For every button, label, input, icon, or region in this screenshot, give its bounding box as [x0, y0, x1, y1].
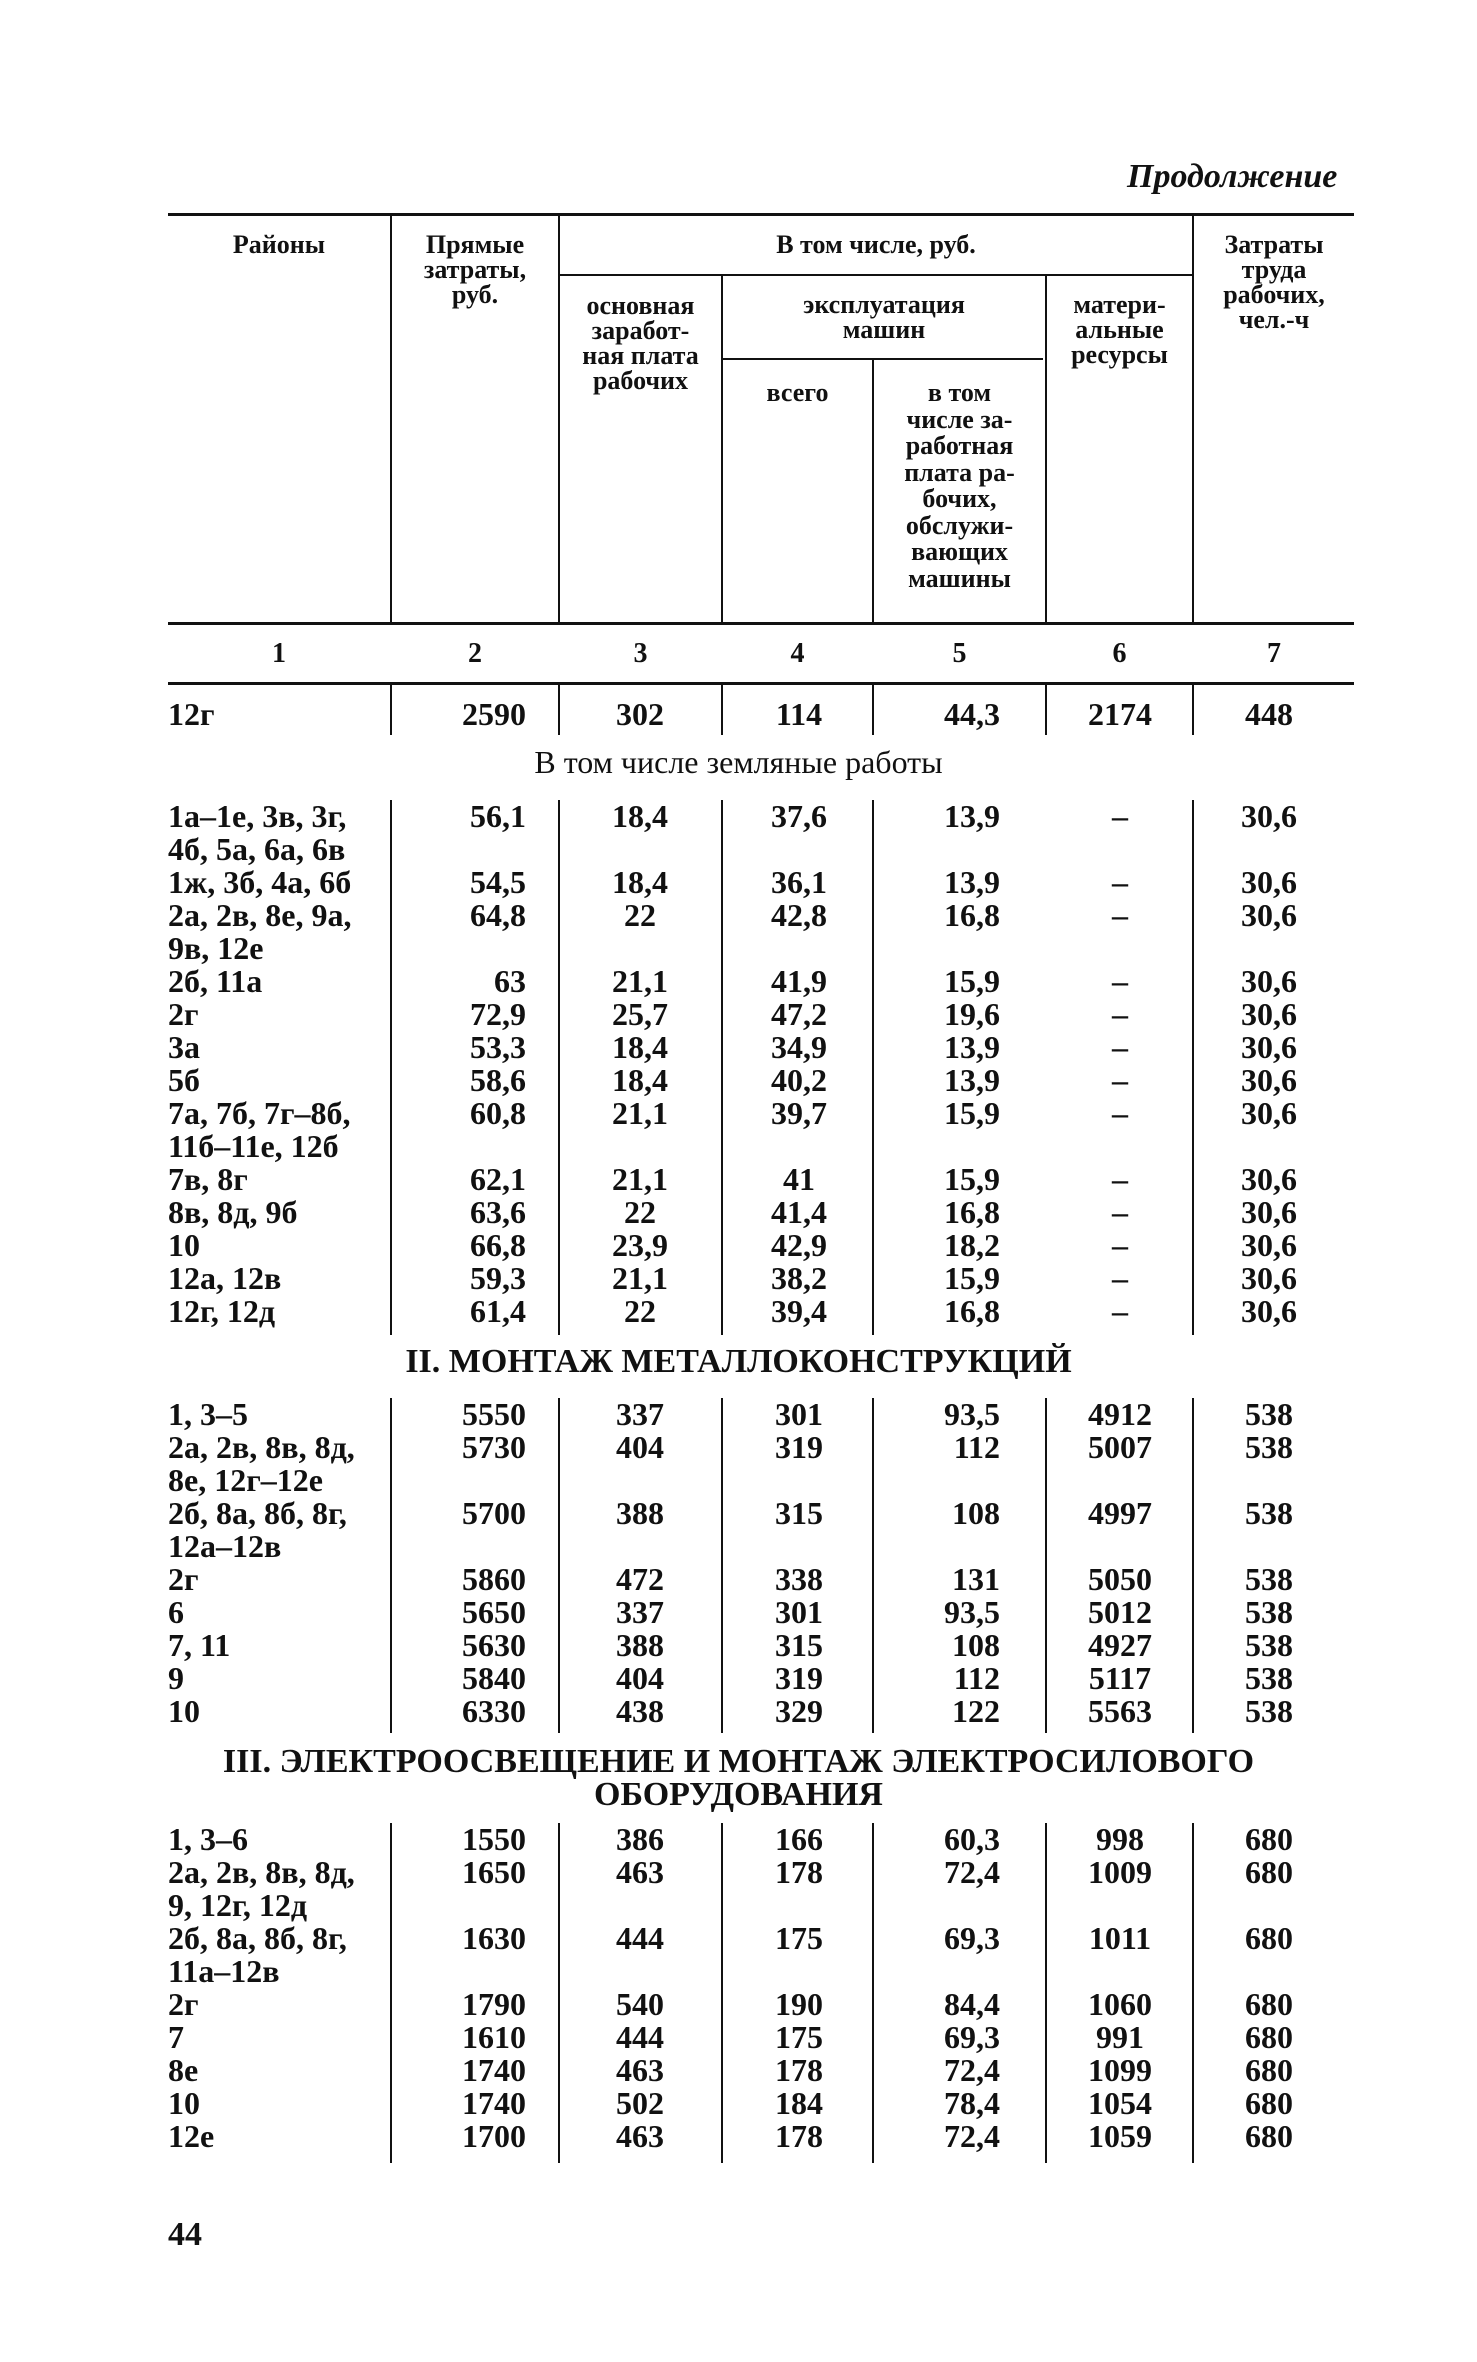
- machines-wage-cell: 72,4: [944, 2118, 1000, 2154]
- labor-cell: 30,6: [1241, 963, 1297, 999]
- direct-costs-cell: 58,6: [470, 1062, 526, 1098]
- region-cell: 12а, 12в: [168, 1260, 282, 1296]
- base-wage-cell: 18,4: [612, 864, 668, 900]
- direct-costs-cell: 63,6: [470, 1194, 526, 1230]
- region-cell: 2б, 8а, 8б, 8г,: [168, 1495, 347, 1531]
- region-cell: 2г: [168, 996, 199, 1032]
- direct-costs-cell: 59,3: [470, 1260, 526, 1296]
- direct-costs-cell: 64,8: [470, 897, 526, 933]
- machines-total-cell: 184: [775, 2085, 823, 2121]
- machines-wage-cell: 15,9: [944, 963, 1000, 999]
- base-wage-cell: 388: [616, 1627, 664, 1663]
- base-wage-cell: 18,4: [612, 798, 668, 834]
- base-wage-cell: 463: [616, 2052, 664, 2088]
- base-wage-cell: 540: [616, 1986, 664, 2022]
- direct-costs-cell: 62,1: [470, 1161, 526, 1197]
- base-wage-cell: 337: [616, 1396, 664, 1432]
- machines-wage-cell: 93,5: [944, 1396, 1000, 1432]
- machines-wage-cell: 112: [953, 1660, 1000, 1696]
- materials-cell: –: [1112, 1095, 1128, 1131]
- base-wage-cell: 444: [616, 2019, 664, 2055]
- region-cell: 5б: [168, 1062, 200, 1098]
- labor-cell: 30,6: [1241, 864, 1297, 900]
- materials-cell: 5117: [1088, 1660, 1152, 1696]
- region-cell: 2а, 2в, 8в, 8д,: [168, 1429, 355, 1465]
- machines-total-cell: 329: [775, 1693, 823, 1729]
- materials-cell: –: [1112, 1062, 1128, 1098]
- direct-costs-cell: 5630: [462, 1627, 526, 1663]
- direct-costs-cell: 5840: [462, 1660, 526, 1696]
- machines-total-cell: 166: [775, 1821, 823, 1857]
- base-wage-cell: 472: [616, 1561, 664, 1597]
- header-materials: матери- альные ресурсы: [1071, 290, 1168, 369]
- column-rule: [1045, 1823, 1047, 2163]
- materials-cell: 2174: [1088, 696, 1152, 732]
- column-rule: [390, 685, 392, 735]
- table-top-rule: [168, 213, 1354, 216]
- base-wage-cell: 404: [616, 1429, 664, 1465]
- machines-wage-cell: 13,9: [944, 1062, 1000, 1098]
- labor-cell: 680: [1245, 2052, 1293, 2088]
- region-cell: 2а, 2в, 8е, 9а,: [168, 897, 352, 933]
- page-number: 44: [168, 2216, 202, 2253]
- labor-cell: 30,6: [1241, 1227, 1297, 1263]
- materials-cell: 1099: [1088, 2052, 1152, 2088]
- base-wage-cell: 463: [616, 1854, 664, 1890]
- base-wage-cell: 388: [616, 1495, 664, 1531]
- direct-costs-cell: 1740: [462, 2052, 526, 2088]
- labor-cell: 30,6: [1241, 897, 1297, 933]
- base-wage-cell: 386: [616, 1821, 664, 1857]
- base-wage-cell: 502: [616, 2085, 664, 2121]
- machines-total-cell: 37,6: [771, 798, 827, 834]
- base-wage-cell: 21,1: [612, 963, 668, 999]
- materials-cell: 5050: [1088, 1561, 1152, 1597]
- machines-wage-cell: 16,8: [944, 1293, 1000, 1329]
- header-machines: эксплуатация машин: [803, 290, 965, 344]
- direct-costs-cell: 6330: [462, 1693, 526, 1729]
- machines-wage-cell: 13,9: [944, 1029, 1000, 1065]
- direct-costs-cell: 66,8: [470, 1227, 526, 1263]
- base-wage-cell: 444: [616, 1920, 664, 1956]
- machines-wage-cell: 72,4: [944, 2052, 1000, 2088]
- direct-costs-cell: 60,8: [470, 1095, 526, 1131]
- direct-costs-cell: 1790: [462, 1986, 526, 2022]
- direct-costs-cell: 1650: [462, 1854, 526, 1890]
- machines-total-cell: 175: [775, 1920, 823, 1956]
- section-title-earthworks: В том числе земляные работы: [534, 744, 943, 780]
- section-title-electro-line2: ОБОРУДОВАНИЯ: [594, 1776, 883, 1813]
- machines-wage-cell: 112: [953, 1429, 1000, 1465]
- materials-cell: 1011: [1088, 1920, 1152, 1956]
- base-wage-cell: 21,1: [612, 1095, 668, 1131]
- base-wage-cell: 438: [616, 1693, 664, 1729]
- machines-total-cell: 301: [775, 1594, 823, 1630]
- labor-cell: 30,6: [1241, 798, 1297, 834]
- header-labor: Затраты труда рабочих, чел.-ч: [1223, 230, 1325, 334]
- materials-cell: –: [1112, 1260, 1128, 1296]
- machines-wage-cell: 19,6: [944, 996, 1000, 1032]
- column-number: 6: [1112, 638, 1127, 669]
- region-cell: 1, 3–5: [168, 1396, 248, 1432]
- machines-wage-cell: 69,3: [944, 2019, 1000, 2055]
- labor-cell: 680: [1245, 1920, 1293, 1956]
- region-cell: 8в, 8д, 9б: [168, 1194, 298, 1230]
- labor-cell: 30,6: [1241, 1095, 1297, 1131]
- header-region: Районы: [232, 230, 326, 259]
- direct-costs-cell: 5550: [462, 1396, 526, 1432]
- machines-total-cell: 190: [775, 1986, 823, 2022]
- labor-cell: 30,6: [1241, 1029, 1297, 1065]
- machines-total-cell: 39,4: [771, 1293, 827, 1329]
- base-wage-cell: 18,4: [612, 1062, 668, 1098]
- materials-cell: 1060: [1088, 1986, 1152, 2022]
- machines-wage-cell: 60,3: [944, 1821, 1000, 1857]
- column-number: 2: [468, 638, 482, 669]
- labor-cell: 538: [1245, 1429, 1293, 1465]
- materials-cell: –: [1112, 897, 1128, 933]
- materials-cell: 998: [1096, 1821, 1144, 1857]
- labor-cell: 680: [1245, 2019, 1293, 2055]
- column-number: 3: [633, 638, 648, 669]
- machines-wage-cell: 131: [952, 1561, 1000, 1597]
- machines-subheader-rule: [723, 358, 1043, 360]
- labor-cell: 538: [1245, 1627, 1293, 1663]
- labor-cell: 680: [1245, 1854, 1293, 1890]
- machines-total-cell: 40,2: [771, 1062, 827, 1098]
- labor-cell: 680: [1245, 2085, 1293, 2121]
- machines-total-cell: 34,9: [771, 1029, 827, 1065]
- direct-costs-cell: 53,3: [470, 1029, 526, 1065]
- base-wage-cell: 23,9: [612, 1227, 668, 1263]
- column-number: 5: [952, 638, 967, 669]
- base-wage-cell: 21,1: [612, 1161, 668, 1197]
- column-number: 4: [790, 638, 805, 669]
- machines-total-cell: 38,2: [771, 1260, 827, 1296]
- materials-cell: 1054: [1088, 2085, 1152, 2121]
- column-number: 1: [272, 638, 286, 669]
- materials-cell: 5007: [1088, 1429, 1152, 1465]
- labor-cell: 538: [1245, 1693, 1293, 1729]
- labor-cell: 30,6: [1241, 1194, 1297, 1230]
- machines-wage-cell: 15,9: [944, 1161, 1000, 1197]
- labor-cell: 538: [1245, 1495, 1293, 1531]
- labor-cell: 538: [1245, 1660, 1293, 1696]
- direct-costs-cell: 61,4: [470, 1293, 526, 1329]
- direct-costs-cell: 1700: [462, 2118, 526, 2154]
- labor-cell: 30,6: [1241, 1062, 1297, 1098]
- machines-wage-cell: 72,4: [944, 1854, 1000, 1890]
- region-cell: 11а–12в: [168, 1953, 280, 1989]
- machines-wage-cell: 69,3: [944, 1920, 1000, 1956]
- column-rule: [1045, 685, 1047, 735]
- base-wage-cell: 337: [616, 1594, 664, 1630]
- machines-total-cell: 42,8: [771, 897, 827, 933]
- direct-costs-cell: 2590: [462, 696, 526, 732]
- materials-cell: 4997: [1088, 1495, 1152, 1531]
- machines-total-cell: 315: [775, 1495, 823, 1531]
- region-cell: 11б–11е, 12б: [168, 1128, 339, 1164]
- region-cell: 3а: [168, 1029, 200, 1065]
- direct-costs-cell: 54,5: [470, 864, 526, 900]
- header-machines-wage: в том числе за- работная плата ра- бочих, обслужи- вающих машины: [904, 378, 1015, 593]
- continuation-label: Продолжение: [1127, 158, 1338, 195]
- column-numbers-rule: [168, 682, 1354, 685]
- machines-wage-cell: 16,8: [944, 897, 1000, 933]
- header-machines-total: всего: [766, 378, 829, 407]
- region-cell: 6: [168, 1594, 184, 1630]
- column-rule: [390, 800, 392, 1335]
- direct-costs-cell: 1740: [462, 2085, 526, 2121]
- column-rule: [390, 1823, 392, 2163]
- region-cell: 2б, 11а: [168, 963, 263, 999]
- machines-total-cell: 178: [775, 1854, 823, 1890]
- region-cell: 9, 12г, 12д: [168, 1887, 308, 1923]
- base-wage-cell: 302: [616, 696, 664, 732]
- machines-total-cell: 114: [775, 696, 823, 732]
- region-cell: 8е: [168, 2052, 199, 2088]
- column-rule: [390, 1398, 392, 1733]
- materials-cell: –: [1112, 1161, 1128, 1197]
- direct-costs-cell: 72,9: [470, 996, 526, 1032]
- machines-total-cell: 41: [783, 1161, 815, 1197]
- materials-cell: 4927: [1088, 1627, 1152, 1663]
- labor-cell: 30,6: [1241, 1161, 1297, 1197]
- labor-cell: 30,6: [1241, 1260, 1297, 1296]
- base-wage-cell: 22: [624, 1293, 656, 1329]
- base-wage-cell: 25,7: [612, 996, 668, 1032]
- region-cell: 1а–1е, 3в, 3г,: [168, 798, 347, 834]
- materials-cell: –: [1112, 1029, 1128, 1065]
- machines-total-cell: 41,9: [771, 963, 827, 999]
- machines-wage-cell: 122: [952, 1693, 1000, 1729]
- region-cell: 7а, 7б, 7г–8б,: [168, 1095, 351, 1131]
- direct-costs-cell: 63: [494, 963, 526, 999]
- base-wage-cell: 21,1: [612, 1260, 668, 1296]
- base-wage-cell: 22: [624, 1194, 656, 1230]
- region-cell: 2б, 8а, 8б, 8г,: [168, 1920, 347, 1956]
- materials-cell: 991: [1096, 2019, 1144, 2055]
- region-cell: 7: [168, 2019, 184, 2055]
- region-cell: 2г: [168, 1986, 199, 2022]
- direct-costs-cell: 1630: [462, 1920, 526, 1956]
- machines-wage-cell: 13,9: [944, 864, 1000, 900]
- machines-total-cell: 47,2: [771, 996, 827, 1032]
- machines-wage-cell: 108: [952, 1627, 1000, 1663]
- region-cell: 8е, 12г–12е: [168, 1462, 323, 1498]
- machines-wage-cell: 15,9: [944, 1260, 1000, 1296]
- materials-cell: 5563: [1088, 1693, 1152, 1729]
- direct-costs-cell: 5650: [462, 1594, 526, 1630]
- region-cell: 7, 11: [168, 1627, 231, 1663]
- region-cell: 1, 3–6: [168, 1821, 248, 1857]
- machines-wage-cell: 93,5: [944, 1594, 1000, 1630]
- column-number: 7: [1267, 638, 1281, 669]
- region-cell: 2г: [168, 1561, 199, 1597]
- direct-costs-cell: 56,1: [470, 798, 526, 834]
- header-bottom-rule: [168, 622, 1354, 625]
- materials-cell: 1009: [1088, 1854, 1152, 1890]
- region-cell: 9: [168, 1660, 184, 1696]
- direct-costs-cell: 1550: [462, 1821, 526, 1857]
- header-base-wage: основная заработ- ная плата рабочих: [582, 291, 699, 395]
- machines-total-cell: 178: [775, 2052, 823, 2088]
- machines-wage-cell: 78,4: [944, 2085, 1000, 2121]
- machines-total-cell: 39,7: [771, 1095, 827, 1131]
- labor-cell: 538: [1245, 1561, 1293, 1597]
- direct-costs-cell: 5730: [462, 1429, 526, 1465]
- machines-wage-cell: 44,3: [944, 696, 1000, 732]
- machines-wage-cell: 15,9: [944, 1095, 1000, 1131]
- section-title-electro-line1: III. ЭЛЕКТРООСВЕЩЕНИЕ И МОНТАЖ ЭЛЕКТРОСИЛОВОГО: [222, 1743, 1255, 1780]
- region-cell: 7в, 8г: [168, 1161, 248, 1197]
- materials-cell: –: [1112, 864, 1128, 900]
- region-cell: 12г, 12д: [168, 1293, 276, 1329]
- labor-cell: 538: [1245, 1396, 1293, 1432]
- materials-cell: –: [1112, 1194, 1128, 1230]
- machines-total-cell: 36,1: [771, 864, 827, 900]
- materials-cell: 5012: [1088, 1594, 1152, 1630]
- region-cell: 10: [168, 2085, 200, 2121]
- materials-cell: –: [1112, 963, 1128, 999]
- header-direct-costs: Прямые затраты, руб.: [423, 230, 527, 309]
- machines-total-cell: 42,9: [771, 1227, 827, 1263]
- machines-total-cell: 301: [775, 1396, 823, 1432]
- direct-costs-cell: 5700: [462, 1495, 526, 1531]
- machines-wage-cell: 13,9: [944, 798, 1000, 834]
- header-divider-2: [558, 215, 560, 623]
- region-cell: 12г: [168, 696, 215, 732]
- materials-cell: 4912: [1088, 1396, 1152, 1432]
- region-cell: 9в, 12е: [168, 930, 264, 966]
- machines-wage-cell: 108: [952, 1495, 1000, 1531]
- machines-wage-cell: 16,8: [944, 1194, 1000, 1230]
- machines-wage-cell: 18,2: [944, 1227, 1000, 1263]
- labor-cell: 448: [1245, 696, 1293, 732]
- region-cell: 10: [168, 1227, 200, 1263]
- header-including: В том числе, руб.: [776, 230, 976, 259]
- labor-cell: 680: [1245, 1821, 1293, 1857]
- machines-total-cell: 319: [775, 1660, 823, 1696]
- column-rule: [1045, 1398, 1047, 1733]
- materials-cell: 1059: [1088, 2118, 1152, 2154]
- machines-total-cell: 178: [775, 2118, 823, 2154]
- direct-costs-cell: 1610: [462, 2019, 526, 2055]
- region-cell: 1ж, 3б, 4а, 6б: [168, 864, 352, 900]
- labor-cell: 538: [1245, 1594, 1293, 1630]
- region-cell: 10: [168, 1693, 200, 1729]
- base-wage-cell: 18,4: [612, 1029, 668, 1065]
- region-cell: 2а, 2в, 8в, 8д,: [168, 1854, 355, 1890]
- machines-total-cell: 175: [775, 2019, 823, 2055]
- machines-total-cell: 41,4: [771, 1194, 827, 1230]
- base-wage-cell: 404: [616, 1660, 664, 1696]
- materials-cell: –: [1112, 1293, 1128, 1329]
- machines-total-cell: 338: [775, 1561, 823, 1597]
- machines-total-cell: 319: [775, 1429, 823, 1465]
- base-wage-cell: 463: [616, 2118, 664, 2154]
- region-cell: 12е: [168, 2118, 215, 2154]
- incl-subheader-rule: [560, 274, 1194, 276]
- direct-costs-cell: 5860: [462, 1561, 526, 1597]
- base-wage-cell: 22: [624, 897, 656, 933]
- machines-wage-cell: 84,4: [944, 1986, 1000, 2022]
- labor-cell: 680: [1245, 2118, 1293, 2154]
- region-cell: 12а–12в: [168, 1528, 282, 1564]
- materials-cell: –: [1112, 798, 1128, 834]
- section-title-metal: II. МОНТАЖ МЕТАЛЛОКОНСТРУКЦИЙ: [405, 1343, 1072, 1380]
- labor-cell: 30,6: [1241, 996, 1297, 1032]
- labor-cell: 30,6: [1241, 1293, 1297, 1329]
- region-cell: 4б, 5а, 6а, 6в: [168, 831, 346, 867]
- materials-cell: –: [1112, 1227, 1128, 1263]
- labor-cell: 680: [1245, 1986, 1293, 2022]
- materials-cell: –: [1112, 996, 1128, 1032]
- machines-total-cell: 315: [775, 1627, 823, 1663]
